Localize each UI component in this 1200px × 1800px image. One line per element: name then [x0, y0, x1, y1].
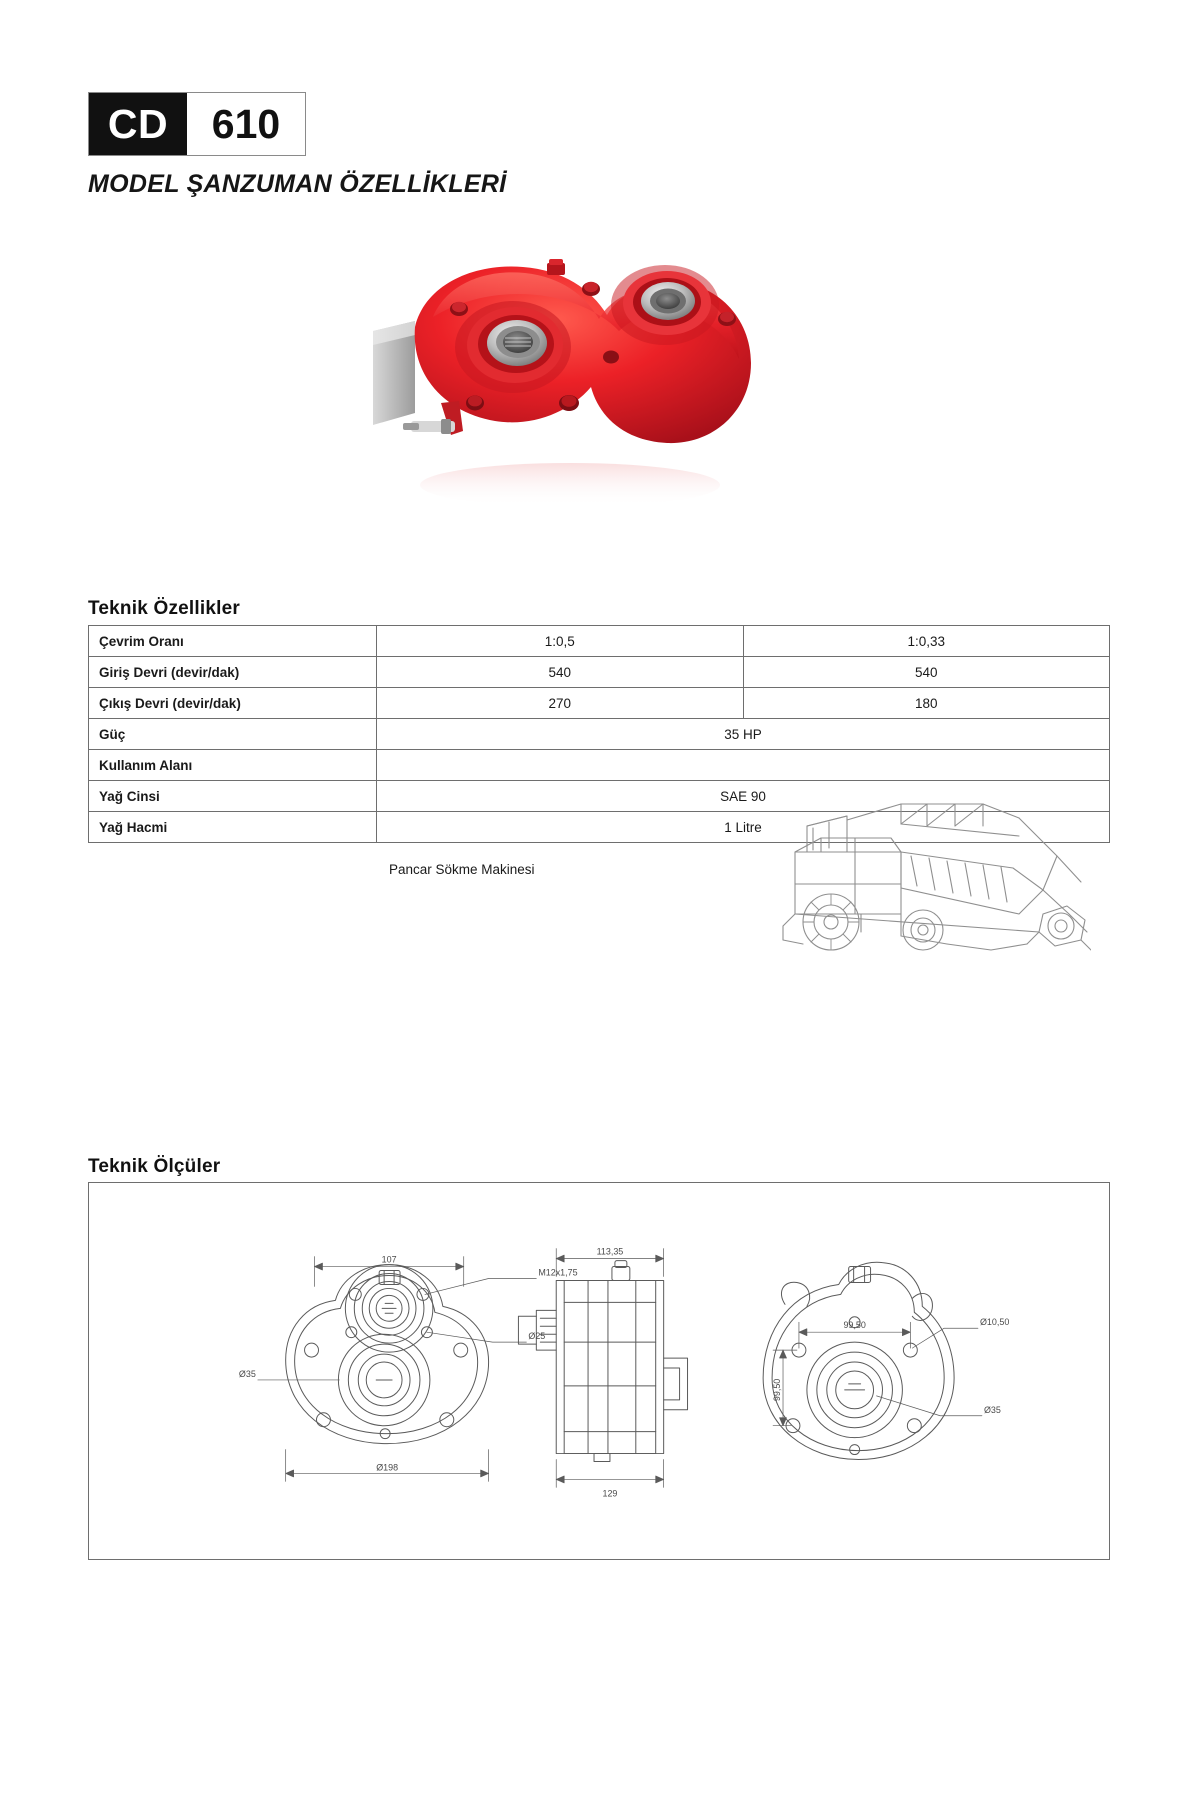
front-view-drawing — [258, 1254, 537, 1482]
spec-value-merged: 35 HP — [377, 719, 1110, 750]
table-row — [89, 626, 1110, 657]
gearbox-photo-illustration — [355, 235, 775, 510]
spec-label: Kullanım Alanı — [89, 750, 377, 781]
page-subtitle: MODEL ŞANZUMAN ÖZELLİKLERİ — [88, 170, 507, 198]
rear-view-drawing — [763, 1262, 982, 1459]
spec-value-col2: 1:0,33 — [743, 626, 1110, 657]
dim-label: 113,35 — [596, 1246, 624, 1257]
usage-value: Pancar Sökme Makinesi — [389, 862, 535, 877]
table-row — [89, 657, 1110, 688]
dim-label: M12x1,75 — [538, 1267, 578, 1278]
dim-label: Ø10,50 — [979, 1317, 1010, 1328]
harvester-line-drawing — [751, 764, 1091, 979]
spec-value-col1: 1:0,5 — [377, 626, 744, 657]
spec-label: Çevrim Oranı — [89, 626, 377, 657]
spec-value-col2: 540 — [743, 657, 1110, 688]
specs-section-title: Teknik Özellikler — [88, 598, 240, 619]
table-row-usage — [89, 750, 1110, 781]
dim-label: 129 — [602, 1488, 618, 1499]
spec-value-merged: SAE 90 — [377, 781, 1110, 812]
technical-specs-table — [88, 625, 1110, 877]
dim-label: Ø198 — [376, 1462, 399, 1473]
dimensions-drawing-box — [88, 1182, 1110, 1560]
spec-value-merged: 1 Litre — [377, 812, 1110, 843]
dimension-labels — [239, 1247, 1009, 1499]
spec-label: Giriş Devri (devir/dak) — [89, 657, 377, 688]
dim-label: 107 — [381, 1254, 397, 1265]
spec-value-col1: 270 — [377, 688, 744, 719]
spec-value-col2: 180 — [743, 688, 1110, 719]
technical-dimension-drawings — [89, 1183, 1109, 1559]
spec-label: Çıkış Devri (devir/dak) — [89, 688, 377, 719]
table-row — [89, 719, 1110, 750]
dim-label: Ø35 — [238, 1368, 256, 1379]
dimensions-section-title: Teknik Ölçüler — [88, 1156, 221, 1177]
spec-label: Güç — [89, 719, 377, 750]
dim-label: Ø35 — [983, 1404, 1001, 1415]
spec-value-col1: 540 — [377, 657, 744, 688]
spec-label: Yağ Cinsi — [89, 781, 377, 812]
badge-code-label: CD — [89, 93, 187, 155]
spec-label: Yağ Hacmi — [89, 812, 377, 843]
side-view-drawing — [518, 1246, 687, 1488]
dim-label: 99,50 — [772, 1378, 783, 1402]
dim-label: 99,50 — [843, 1320, 866, 1331]
product-photo — [355, 235, 775, 510]
badge-number-label: 610 — [187, 93, 305, 155]
dim-label: Ø25 — [528, 1331, 546, 1342]
page-header — [88, 92, 506, 199]
table-row — [89, 688, 1110, 719]
beet-harvester-icon — [751, 764, 1091, 979]
model-badge — [88, 92, 306, 156]
